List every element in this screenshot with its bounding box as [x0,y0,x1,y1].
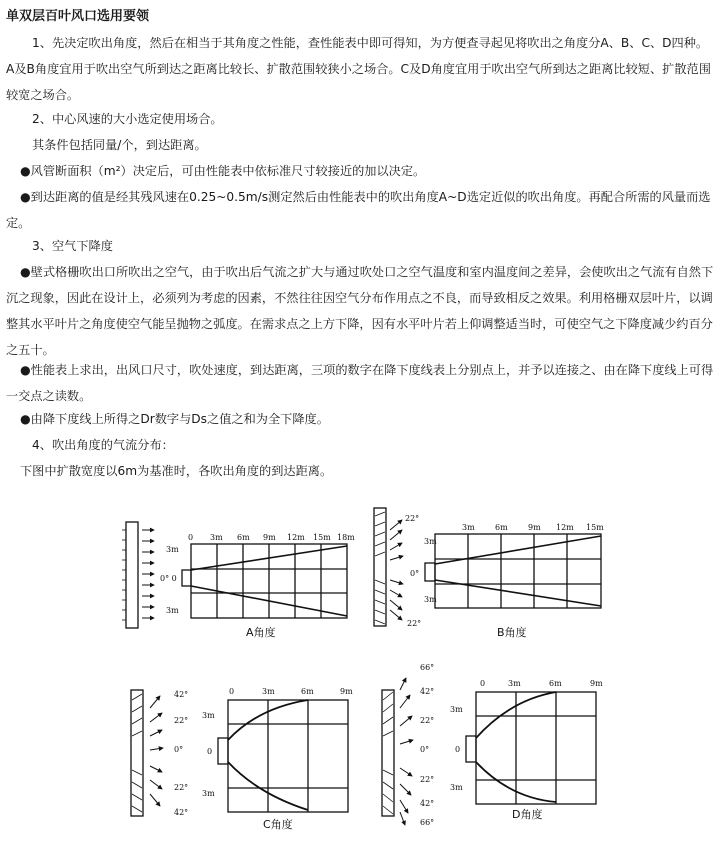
paragraph-reach-distance: ●到达距离的值是经其残风速在0.25~0.5m/s测定然后由性能表中的吹出角度A~D选定近似的吹出角度。再配合所需的风量而选定。 [6,190,711,230]
b-left-mid: 0° [410,569,420,578]
b-angle-bottom: 22° [407,619,422,628]
a-xtick-3: 9m [263,533,276,542]
page-title: 单双层百叶风口选用要领 [6,9,150,24]
airflow-diagrams [0,486,720,862]
diagram-a-labels [160,533,355,615]
b-xtick-3: 12m [556,523,574,532]
b-xtick-2: 9m [528,523,541,532]
diagram-d-grille-icon [382,690,394,816]
a-left-mid: 0° 0 [160,574,177,583]
diagram-d-caption: D角度 [512,808,543,821]
c-left-bottom: 3m [202,789,215,798]
a-xtick-5: 15m [313,533,331,542]
a-xtick-6: 18m [337,533,355,542]
paragraph-conditions: 其条件包括同量/个，到达距离。 [32,138,207,152]
paragraph-airflow-heading: 4、吹出角度的气流分布： [32,438,174,452]
paragraph-angle-selection: 1、先决定吹出角度，然后在相当于其角度之性能，查性能表中即可得知，为方便查寻起见将吹出之角度分A、B、C、D四种。A及B角度宜用于吹出空气所到达之距离比较长、扩散范围较狭小之场合。C及D角度宜用于吹出空气所到达之距离比较短、扩散范围较宽之场合。 [6,36,711,102]
a-xtick-0: 0 [188,533,194,542]
b-left-bottom: 3m [424,595,437,604]
d-angle-4: 22° [420,775,435,784]
d-left-mid: 0 [455,745,461,754]
diagram-c-labels [174,687,353,817]
c-angle-2: 0° [174,745,184,754]
a-xtick-2: 6m [237,533,250,542]
d-left-top: 3m [450,705,463,714]
c-left-mid: 0 [207,747,213,756]
d-angle-6: 66° [420,818,435,827]
b-angle-top: 22° [405,514,420,523]
paragraph-air-drop-heading: 3、空气下降度 [32,239,113,253]
c-xtick-1: 3m [262,687,275,696]
d-left-bottom: 3m [450,783,463,792]
d-xtick-1: 3m [508,679,521,688]
paragraph-center-speed: 2、中心风速的大小选定使用场合。 [32,112,223,126]
d-angle-0: 66° [420,663,435,672]
c-angle-4: 42° [174,808,189,817]
c-xtick-3: 9m [340,687,353,696]
d-xtick-0: 0 [480,679,486,688]
c-angle-3: 22° [174,783,189,792]
diagram-c-caption: C角度 [263,818,293,831]
d-angle-1: 42° [420,687,435,696]
a-xtick-4: 12m [287,533,305,542]
diagram-a-caption: A角度 [246,626,276,639]
b-xtick-1: 6m [495,523,508,532]
d-xtick-2: 6m [549,679,562,688]
c-angle-0: 42° [174,690,189,699]
d-xtick-3: 9m [590,679,603,688]
b-left-top: 3m [424,537,437,546]
d-angle-3: 0° [420,745,430,754]
diagram-d [382,678,596,825]
diagram-c [131,690,348,816]
c-xtick-2: 6m [301,687,314,696]
a-left-top: 3m [166,545,179,554]
diagram-d-labels [420,663,603,827]
paragraph-air-drop-detail: ●壁式格栅吹出口所吹出之空气，由于吹出后气流之扩大与通过吹处口之空气温度和室内温度间之差异，会使吹出之气流有自然下沉之现象，因此在设计上，必须列为考虑的因素，不然往往因空气分布作用点之不良，而导致相反之效果。利用格栅双层叶片，以调整其水平叶片之角度使空气能呈抛物之弧度。在需求点之上方下降，因有水平叶片若上仰调整适当时，可使空气之下降度减少约百分之五十。 [6,265,714,357]
a-xtick-1: 3m [210,533,223,542]
d-angle-5: 42° [420,799,435,808]
d-angle-2: 22° [420,716,435,725]
paragraph-performance-table: ●性能表上求出，出风口尺寸，吹处速度，到达距离，三项的数字在降下度线表上分别点上，并予以连接之、由在降下度线上可得一交点之读数。 [6,363,714,403]
diagram-a-grille-icon [126,522,138,628]
a-left-bottom: 3m [166,606,179,615]
paragraph-diagram-intro: 下图中扩散宽度以6m为基准时，各吹出角度的到达距离。 [20,464,333,478]
diagram-b-caption: B角度 [497,626,527,639]
c-left-top: 3m [202,711,215,720]
paragraph-duct-area: ●风管断面积（m²）决定后，可由性能表中依标准尺寸较接近的加以决定。 [20,164,426,178]
c-xtick-0: 0 [229,687,235,696]
b-xtick-0: 3m [462,523,475,532]
b-xtick-4: 15m [586,523,604,532]
paragraph-total-drop: ●由降下度线上所得之Dr数字与Ds之值之和为全下降度。 [20,412,329,426]
c-angle-1: 22° [174,716,189,725]
